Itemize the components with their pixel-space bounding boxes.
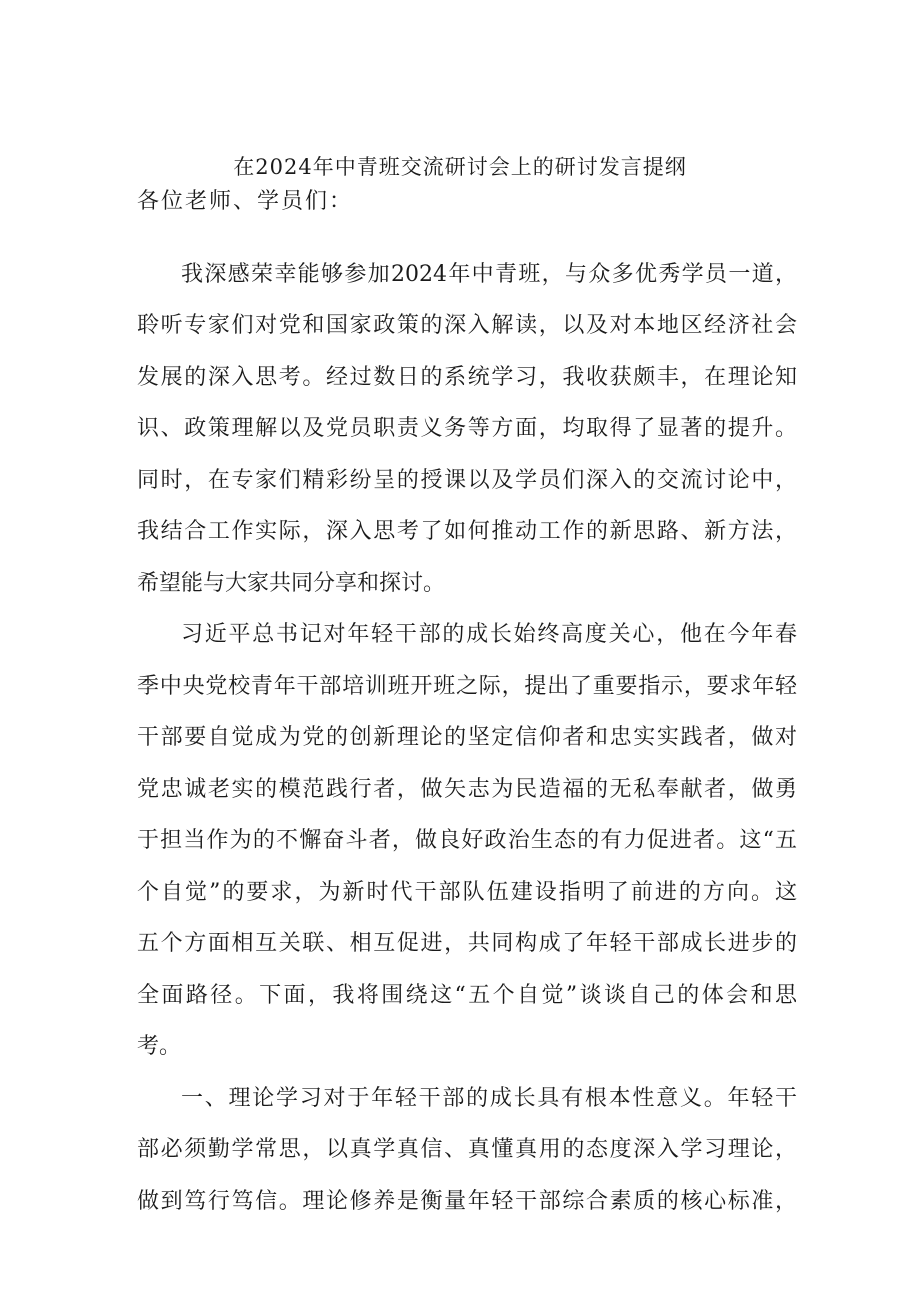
paragraph-2-line-1: 习近平总书记对年轻干部的成长始终高度关心，他在今年春 <box>181 622 797 647</box>
paragraph-2-line-4: 党忠诚老实的模范践行者，做矢志为民造福的无私奉献者，做勇 <box>137 777 797 802</box>
paragraph-1-line-2: 聆听专家们对党和国家政策的深入解读，以及对本地区经济社会 <box>137 313 797 338</box>
paragraph-3-line-2: 部必须勤学常思，以真学真信、真懂真用的态度深入学习理论， <box>137 1137 797 1162</box>
paragraph-1-line-3: 发展的深入思考。经过数日的系统学习，我收获颇丰，在理论知 <box>137 365 797 390</box>
paragraph-1-line-5: 同时，在专家们精彩纷呈的授课以及学员们深入的交流讨论中， <box>137 468 797 493</box>
paragraph-2-line-6: 个自觉”的要求，为新时代干部队伍建设指明了前进的方向。这 <box>137 880 797 905</box>
paragraph-1-line-4: 识、政策理解以及党员职责义务等方面，均取得了显著的提升。 <box>137 416 797 441</box>
paragraph-2-line-3: 干部要自觉成为党的创新理论的坚定信仰者和忠实实践者，做对 <box>137 725 797 750</box>
paragraph-2-line-5: 于担当作为的不懈奋斗者，做良好政治生态的有力促进者。这“五 <box>137 828 797 853</box>
paragraph-1-line-1: 我深感荣幸能够参加2024年中青班，与众多优秀学员一道， <box>181 262 797 287</box>
paragraph-2-line-7: 五个方面相互关联、相互促进，共同构成了年轻干部成长进步的 <box>137 931 797 956</box>
paragraph-2-line-2: 季中央党校青年干部培训班开班之际，提出了重要指示，要求年轻 <box>137 674 797 699</box>
paragraph-3-line-1: 一、理论学习对于年轻干部的成长具有根本性意义。年轻干 <box>181 1086 797 1111</box>
paragraph-2-line-9: 考。 <box>137 1034 182 1059</box>
salutation: 各位老师、学员们： <box>137 189 354 214</box>
paragraph-1-line-7: 希望能与大家共同分享和探讨。 <box>137 571 446 596</box>
paragraph-2-line-8: 全面路径。下面，我将围绕这“五个自觉”谈谈自己的体会和思 <box>137 983 797 1008</box>
document-title: 在2024年中青班交流研讨会上的研讨发言提纲 <box>233 155 687 179</box>
paragraph-3-line-3: 做到笃行笃信。理论修养是衡量年轻干部综合素质的核心标准， <box>137 1189 797 1214</box>
paragraph-1-line-6: 我结合工作实际，深入思考了如何推动工作的新思路、新方法， <box>137 519 797 544</box>
